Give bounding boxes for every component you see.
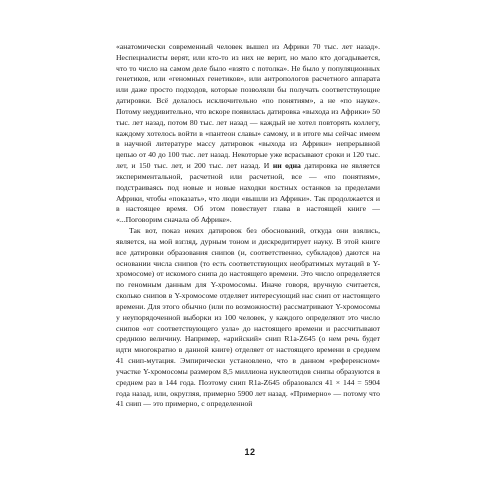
emphasis-text: ни одна (272, 161, 301, 171)
page-number: 12 (244, 447, 256, 457)
body-text (116, 42, 380, 410)
paragraph-text: «анатомически современный человек вышел из Африки 70 тыс. лет назад». Неспециалисты верят, или кто-то из них не верит, но мало кто догадывается, что то число на самом деле было «взято с потолка». Не было у популяционных генетиков, или «геномных генетиков», или антропологов расчетного аппарата или даже просто подходов, которые позволяли бы получать соответствующие датировки. Всё делалось исключительно «по понятиям», а не «по науке». Потому неудивительно, что вскоре появилась датировка «выхода из Африки» 50 тыс. лет назад, потом 80 тыс. лет назад — каждый не хотел повторять коллегу, каждому хотелось войти в «пантеон славы» самому, и в итоге мы сейчас имеем в научной литературе массу датировок «выхода из Африки» непрерывной цепью от 40 до 100 тыс. лет назад. Некоторые уже всрасывают сроки и 120 тыс. лет, и 150 тыс. лет, и 200 тыс. лет назад. И (116, 42, 380, 171)
paragraph-text: датировка не является экспериментальной, расчетной или расчетной, все — «по понятиям», подстраиваясь под новые и новые находки костных останков за пределами Африки, чтобы «показать», что люди «вышли из Африки». Так продолжается и в настоящее время. Об этом повествует глава в настоящей книге — «...Поговорим сначала об Африке». (116, 161, 380, 225)
paragraph (116, 42, 380, 226)
paragraph: Так вот, показ неких датировок без обоснований, откуда они взялись, является, на мой взгляд, дурным тоном и дискредитирует науку. В этой книге все датировки образования снипов (и, соответственно, субкладов) даются на основании числа снипов (то есть соответствующих необратимых мутаций в Y-хромосоме) от искомого снипа до настоящего времени. Это число определяется по геномным данным для Y-хромосомы. Иначе говоря, вручную считается, сколько снипов в Y-хромосоме отделяет интересующий нас снип от настоящего времени. Для этого обычно (или по возможности) рассматривают Y-хромосомы у неупорядоченной выборки из 100 человек, у каждого определяют это число снипов «от соответствующего узла» до настоящего времени и рассчитывают среднюю величину. Например, «арийский» снип R1a-Z645 (о нем речь будет идти многократно в данной книге) отделяет от настоящего времени в среднем 41 снип-мутация. Эмпирически установлено, что в данном «референсном» участке Y-хромосомы размером 8,5 миллиона нуклеотидов снипы образуются в среднем раз в 144 года. Поэтому снип R1a-Z645 образовался 41 × 144 = 5904 года назад, или, округляя, примерно 5900 лет назад. «Примерно» — потому что 41 снип — это примерно, с определенной (116, 226, 380, 409)
